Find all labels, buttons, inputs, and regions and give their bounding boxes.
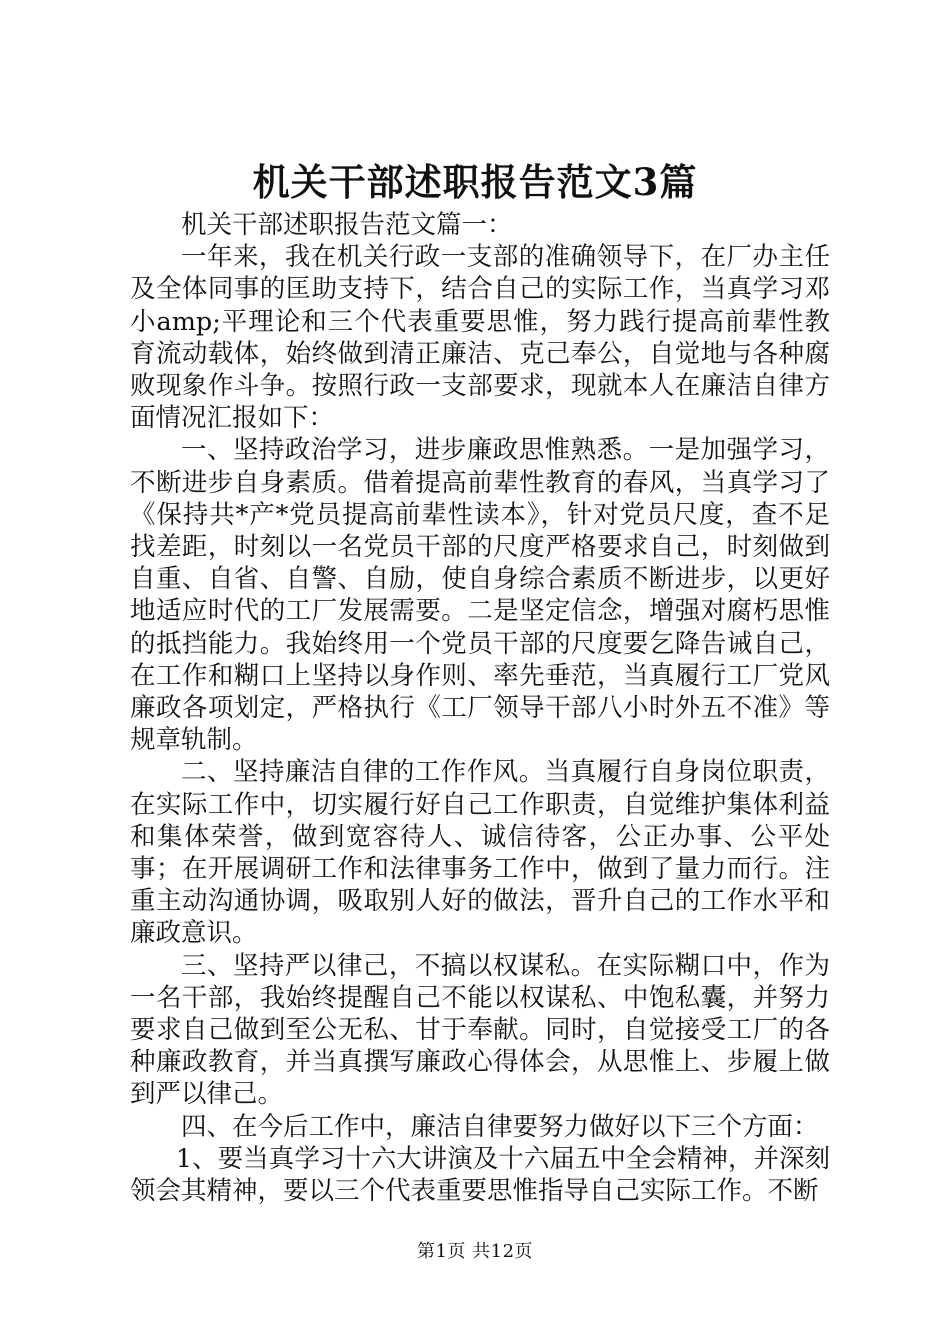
body-paragraph: 二、坚持廉洁自律的工作作风。当真履行自身岗位职责，在实际工作中，切实履行好自己工作职责，自觉维护集体利益和集体荣誉，做到宽容待人、诚信待客，公正办事、公平处事；在开展调研工作和法律事务工作中，做到了量力而行。注重主动沟通协调，吸取别人好的做法，晋升自己的工作水平和廉政意识。 — [130, 757, 830, 949]
section-heading: 机关干部述职报告范文篇一： — [181, 210, 513, 240]
body-paragraph: 四、在今后工作中，廉洁自律要努力做好以下三个方面： — [181, 1111, 819, 1142]
body-paragraph: 一、坚持政治学习，进步廉政思惟熟悉。一是加强学习，不断进步自身素质。借着提高前辈性教育的春风，当真学习了《保持共*产*党员提高前辈性读本》，针对党员尺度，查不足找差距，时刻以一名党员干部的尺度严格要求自己，时刻做到自重、自省、自警、自励，使自身综合素质不断进步，以更好地适应时代的工厂发展需要。二是坚定信念，增强对腐朽思惟的抵挡能力。我始终用一个党员干部的尺度要乞降告诫自己，在工作和糊口上坚持以身作则、率先垂范，当真履行工厂党风廉政各项划定，严格执行《工厂领导干部八小时外五不准》等规章轨制。 — [130, 435, 830, 756]
body-paragraph: 一年来，我在机关行政一支部的准确领导下，在厂办主任及全体同事的匡助支持下，结合自己的实际工作，当真学习邓小amp;平理论和三个代表重要思惟，努力践行提高前辈性教育流动载体，始终做到清正廉洁、克己奉公，自觉地与各种腐败现象作斗争。按照行政一支部要求，现就本人在廉洁自律方面情况汇报如下： — [130, 242, 830, 434]
document-body — [130, 209, 830, 1207]
page-footer: 第1页 共12页 — [416, 1241, 534, 1262]
list-item-paragraph: 1、要当真学习十六大讲演及十六届五中全会精神，并深刻领会其精神，要以三个代表重要思惟指导自己实际工作。不断 — [130, 1143, 830, 1207]
body-paragraph: 三、坚持严以律己，不搞以权谋私。在实际糊口中，作为一名干部，我始终提醒自己不能以权谋私、中饱私囊，并努力要求自己做到至公无私、甘于奉献。同时，自觉接受工厂的各种廉政教育，并当真撰写廉政心得体会，从思惟上、步履上做到严以律己。 — [130, 950, 830, 1110]
document-title: 机关干部述职报告范文3篇 — [252, 160, 698, 204]
